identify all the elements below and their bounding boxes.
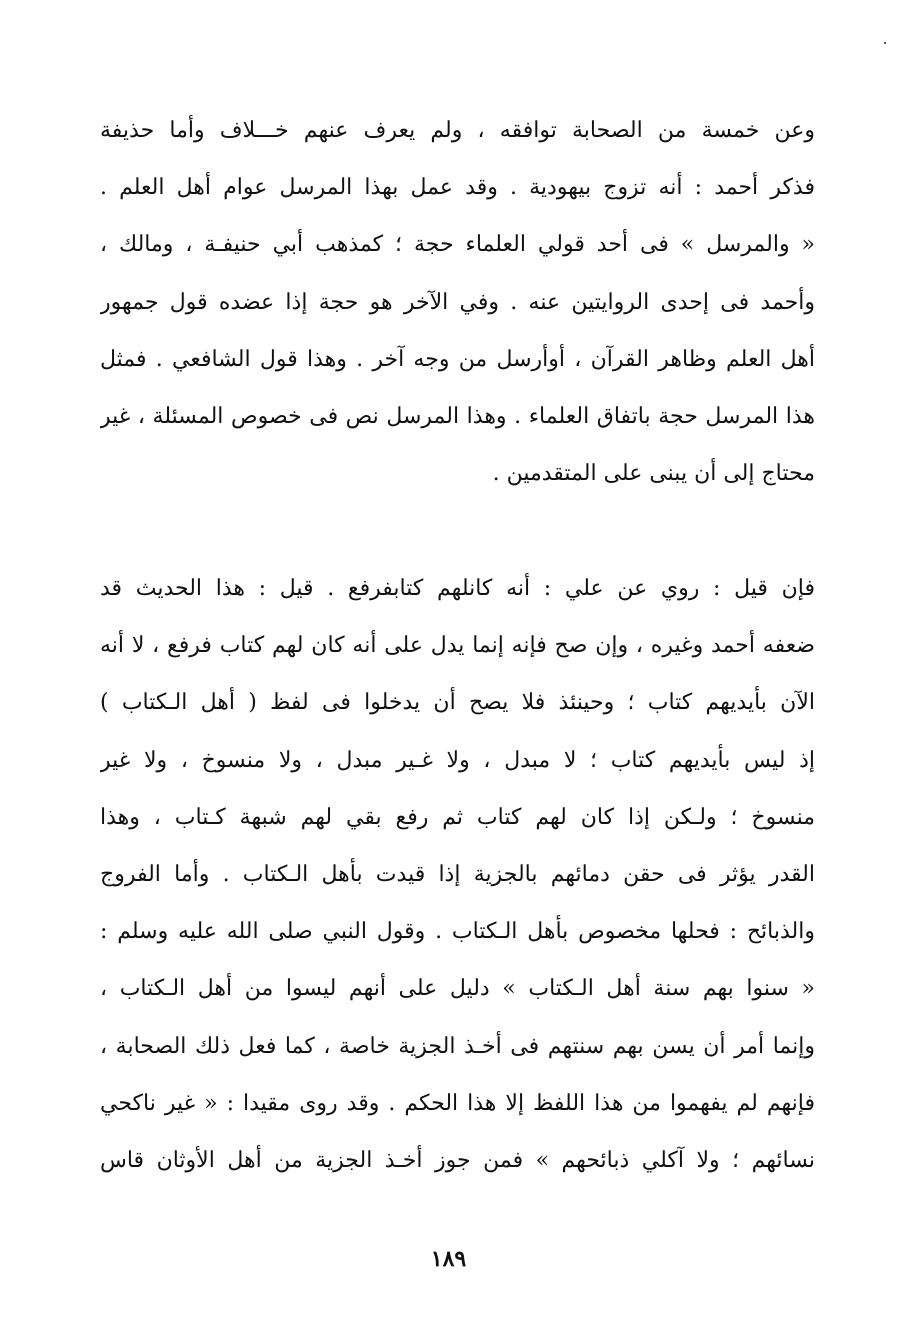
text-line: وأحمد فى إحدى الروايتين عنه . وفي الآخر هو حجة إذا عضده قول جمهور xyxy=(100,289,815,315)
text-line: نسائهم ؛ ولا آكلي ذبائحهم » فمن جوز أخـذ الجزية من أهل الأوثان قاس xyxy=(100,1147,815,1173)
text-line: فذكر أحمد : أنه تزوج بيهودية . وقد عمل بهذا المرسل عوام أهل العلم . xyxy=(100,175,815,201)
text-line: القدر يؤثر فى حقن دمائهم بالجزية إذا قيدت بأهل الـكتاب . وأما الفروج xyxy=(100,861,815,887)
text-line: إذ ليس بأيديهم كتاب ؛ لا مبدل ، ولا غـير مبدل ، ولا منسوخ ، ولا غير xyxy=(100,747,815,773)
text-line: فإنهم لم يفهموا من هذا اللفظ إلا هذا الحكم . وقد روى مقيدا : « غير ناكحي xyxy=(100,1090,815,1116)
text-line: وإنما أمر أن يسن بهم سنتهم فى أخـذ الجزية خاصة ، كما فعل ذلك الصحابة ، xyxy=(100,1033,815,1059)
text-line: ضعفه أحمد وغيره ، وإن صح فإنه إنما يدل على أنه كان لهم كتاب فرفع ، لا أنه xyxy=(100,633,815,659)
text-line: الآن بأيديهم كتاب ؛ وحينئذ فلا يصح أن يدخلوا فى لفظ ( أهل الـكتاب ) xyxy=(100,690,815,716)
text-line: والذبائح : فحلها مخصوص بأهل الـكتاب . وقول النبي صلى الله عليه وسلم : xyxy=(100,919,815,945)
text-line: « والمرسل » فى أحد قولي العلماء حجة ؛ كمذهب أبي حنيفـة ، ومالك ، xyxy=(100,232,815,258)
text-line: وعن خمسة من الصحابة توافقه ، ولم يعرف عنهم خـــلاف وأما حذيفة xyxy=(100,118,815,143)
text-line: محتاج إلى أن يبنى على المتقدمين . xyxy=(492,461,815,487)
page-number: ١٨٩ xyxy=(430,1246,467,1272)
text-line: « سنوا بهم سنة أهل الـكتاب » دليل على أنهم ليسوا من أهل الـكتاب ، xyxy=(100,976,815,1002)
scan-speck xyxy=(884,42,886,44)
text-line: أهل العلم وظاهر القرآن ، أوأرسل من وجه آخر . وهذا قول الشافعي . فمثل xyxy=(100,346,815,372)
text-line: هذا المرسل حجة باتفاق العلماء . وهذا المرسل نص فى خصوص المسئلة ، غير xyxy=(100,403,815,429)
text-line: فإن قيل : روي عن علي : أنه كانلهم كتابفرفع . قيل : هذا الحديث قد xyxy=(100,576,815,601)
paragraph-2 xyxy=(100,560,815,1189)
text-line: منسوخ ؛ ولـكن إذا كان لهم كتاب ثم رفع بقي لهم شبهة كـتاب ، وهذا xyxy=(100,804,815,830)
paragraph-1 xyxy=(100,102,815,502)
